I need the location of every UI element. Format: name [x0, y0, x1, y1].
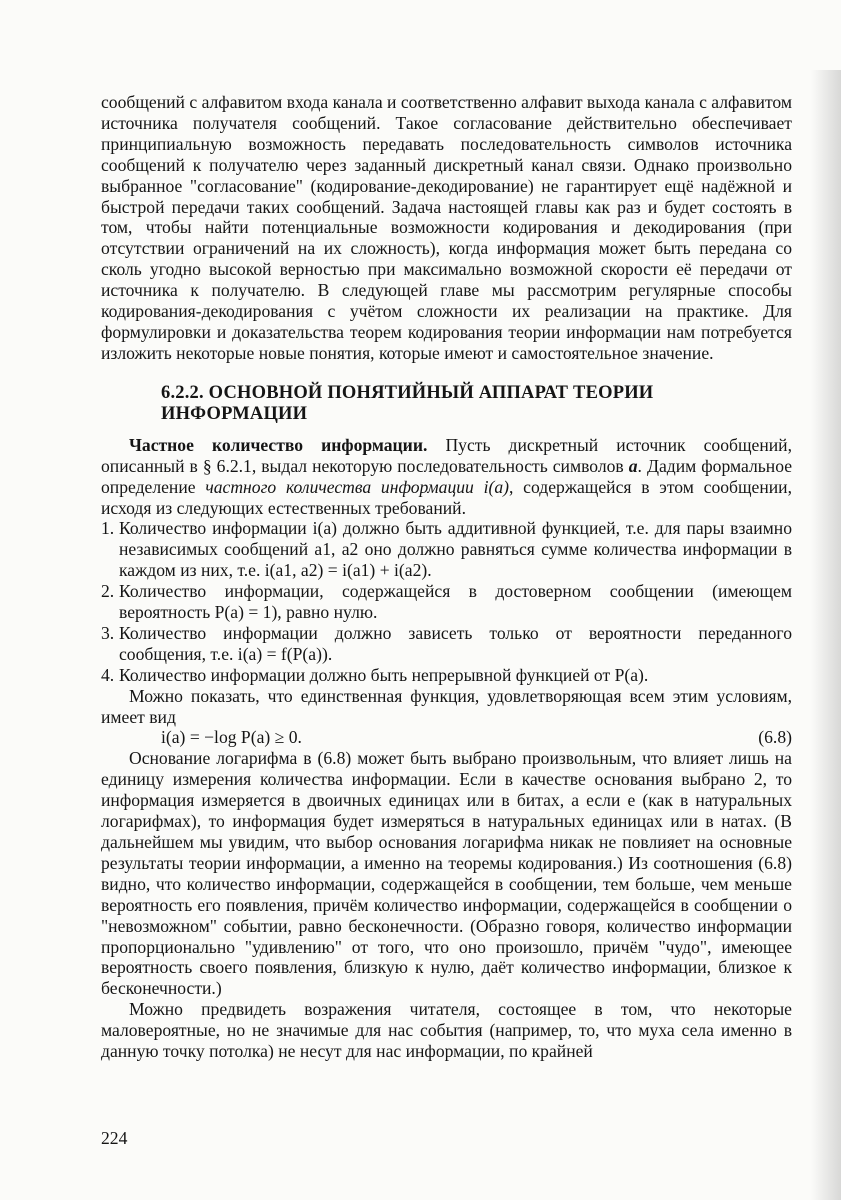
list-item: [101, 581, 792, 623]
paragraph-function: Можно показать, что единственная функция, удовлетворяющая всем этим условиям, имеет вид: [101, 685, 792, 727]
list-text: Количество информации i(a) должно быть аддитивной функцией, т.е. для пары взаимно независимых сообщений a1, a2 оно должно равняться сумме количества информации в каждом из них, т.е. i(a1, a2) = i(a1) + i(a2).: [119, 518, 792, 581]
definition-italic: частного количества информации i(a): [205, 476, 510, 497]
definition-text-c: , содержащейся в этом сообщении, исходя из следующих естественных требований.: [101, 476, 792, 518]
equation: [101, 727, 792, 748]
term-bold: Частное количество информации.: [129, 434, 428, 455]
page-number: 224: [101, 1128, 128, 1148]
requirements-list: [101, 518, 792, 685]
list-number: 3.: [101, 622, 115, 643]
equation-body: i(a) = −log P(a) ≥ 0.: [161, 727, 302, 748]
scan-shadow: [811, 70, 841, 1200]
paragraph-objection: Можно предвидеть возражения читателя, состоящее в том, что некоторые маловероятные, но не значимые для нас события (например, то, что муха села именно в данную точку потолка) не несут для нас информации, по крайней: [101, 999, 792, 1062]
paragraph-intro: сообщений с алфавитом входа канала и соответственно алфавит выхода канала с алфавитом источника получателя сообщений. Такое согласование действительно обеспечивает принципиальную возможность передавать последовательность символов источника сообщений к получателю через заданный дискретный канал связи. Однако произвольно выбранное "согласование" (кодирование-декодирование) не гарантирует ещё надёжной и быстрой передачи таких сообщений. Задача настоящей главы как раз и будет состоять в том, чтобы найти потенциальные возможности кодирования и декодирования (при отсутствии ограничений на их сложность), когда информация может быть передана со сколь угодно высокой верностью при максимально возможной скорости её передачи от источника к получателю. В следующей главе мы рассмотрим регулярные способы кодирования-декодирования с учётом сложности их реализации на практике. Для формулировки и доказательства теорем кодирования теории информации нам потребуется изложить некоторые новые понятия, которые имеют и самостоятельное значение.: [101, 92, 793, 363]
definition-text-a: Пусть дискретный источник сообщений, описанный в § 6.2.1, выдал некоторую последовательность символов: [101, 434, 792, 476]
definition-text-b: . Дадим формальное определение: [101, 455, 793, 497]
section-heading: 6.2.2. ОСНОВНОЙ ПОНЯТИЙНЫЙ АППАРАТ ТЕОРИИ ИНФОРМАЦИИ: [161, 382, 654, 424]
list-item: [101, 518, 792, 581]
list-number: 1.: [101, 518, 115, 539]
list-text: Количество информации должно быть непрерывной функцией от P(a).: [119, 664, 649, 685]
paragraph-definition: [101, 435, 792, 519]
list-text: Количество информации, содержащейся в достоверном сообщении (имеющем вероятность P(a) = 1), равно нулю.: [119, 581, 792, 623]
list-number: 4.: [101, 664, 115, 685]
equation-number: (6.8): [758, 727, 792, 748]
list-item: [101, 623, 792, 665]
list-number: 2.: [101, 581, 115, 602]
text-body: [101, 92, 792, 1062]
list-text: Количество информации должно зависеть только от вероятности переданного сообщения, т.е. i(a) = f(P(a)).: [119, 622, 792, 664]
symbol-a: a: [628, 455, 638, 476]
list-item: [101, 665, 792, 686]
paragraph-logarithm: Основание логарифма в (6.8) может быть выбрано произвольным, что влияет лишь на единицу измерения количества информации. Если в качестве основания выбрано 2, то информация измеряется в двоичных единицах или в битах, а если e (как в натуральных логарифмах), то информация будет измеряться в натуральных единицах или в натах. (В дальнейшем мы увидим, что выбор основания логарифма никак не повлияет на основные результаты теории информации, а именно на теоремы кодирования.) Из соотношения (6.8) видно, что количество информации, содержащейся в сообщении, тем больше, чем меньше вероятность его появления, причём количество информации, содержащейся в сообщении о "невозможном" событии, равно бесконечности. (Образно говоря, количество информации пропорционально "удивлению" от того, что оно произошло, причём "чудо", имеющее вероятность своего появления, близкую к нулю, даёт количество информации, близкое к бесконечности.): [101, 748, 792, 999]
